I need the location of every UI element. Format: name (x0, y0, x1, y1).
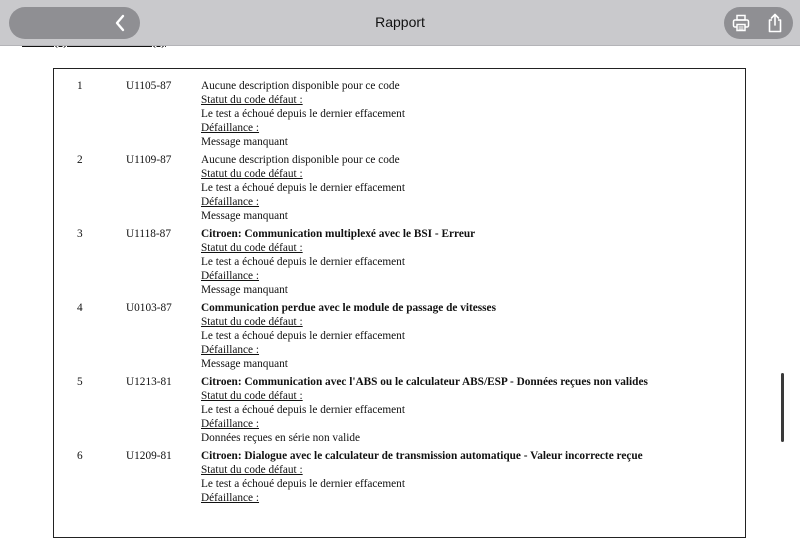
code-index: 3 (77, 228, 83, 240)
code-id: U1105-87 (126, 80, 172, 92)
code-index: 5 (77, 376, 83, 388)
code-index: 6 (77, 450, 83, 462)
status-value: Le test a échoué depuis le dernier effacement (201, 108, 405, 120)
failure-label: Défaillance : (201, 492, 260, 504)
actions-button-group (724, 7, 793, 39)
failure-label: Défaillance : (201, 270, 260, 282)
share-icon (767, 13, 783, 33)
chevron-left-icon (114, 14, 126, 32)
code-index: 1 (77, 80, 83, 92)
code-description: Citroen: Communication multiplexé avec le BSI - Erreur (201, 228, 476, 240)
failure-label: Défaillance : (201, 418, 260, 430)
status-label: Statut du code défaut : (201, 94, 303, 106)
code-id: U1118-87 (126, 228, 171, 240)
status-value: Le test a échoué depuis le dernier effacement (201, 404, 405, 416)
back-button-group (9, 7, 140, 39)
vertical-scrollbar[interactable] (781, 373, 784, 442)
top-toolbar (0, 0, 800, 46)
code-description: Aucune description disponible pour ce code (201, 80, 400, 92)
code-description: Communication perdue avec le module de passage de vitesses (201, 302, 496, 314)
failure-label: Défaillance : (201, 196, 260, 208)
failure-value: Message manquant (201, 358, 288, 370)
code-id: U1109-87 (126, 154, 172, 166)
status-label: Statut du code défaut : (201, 464, 303, 476)
printer-icon (732, 14, 750, 32)
codes-table (53, 68, 746, 538)
code-description: Citroen: Communication avec l'ABS ou le calculateur ABS/ESP - Données reçues non valides (201, 376, 648, 388)
code-id: U1209-81 (126, 450, 172, 462)
failure-label: Défaillance : (201, 344, 260, 356)
status-value: Le test a échoué depuis le dernier effacement (201, 478, 405, 490)
code-index: 2 (77, 154, 83, 166)
status-label: Statut du code défaut : (201, 316, 303, 328)
failure-value: Message manquant (201, 136, 288, 148)
failure-value: Message manquant (201, 210, 288, 222)
back-button[interactable] (100, 7, 140, 39)
page-title: Rapport (375, 14, 425, 30)
print-button[interactable] (724, 7, 758, 39)
failure-label: Défaillance : (201, 122, 260, 134)
code-id: U1213-81 (126, 376, 172, 388)
share-button[interactable] (758, 7, 792, 39)
code-description: Citroen: Dialogue avec le calculateur de transmission automatique - Valeur incorrecte reçue (201, 450, 643, 462)
status-label: Statut du code défaut : (201, 168, 303, 180)
status-value: Le test a échoué depuis le dernier effacement (201, 182, 405, 194)
status-label: Statut du code défaut : (201, 242, 303, 254)
status-value: Le test a échoué depuis le dernier effacement (201, 330, 405, 342)
code-index: 4 (77, 302, 83, 314)
status-value: Le test a échoué depuis le dernier effacement (201, 256, 405, 268)
failure-value: Données reçues en série non valide (201, 432, 361, 444)
status-label: Statut du code défaut : (201, 390, 303, 402)
code-description: Aucune description disponible pour ce code (201, 154, 400, 166)
failure-value: Message manquant (201, 284, 288, 296)
code-id: U0103-87 (126, 302, 172, 314)
